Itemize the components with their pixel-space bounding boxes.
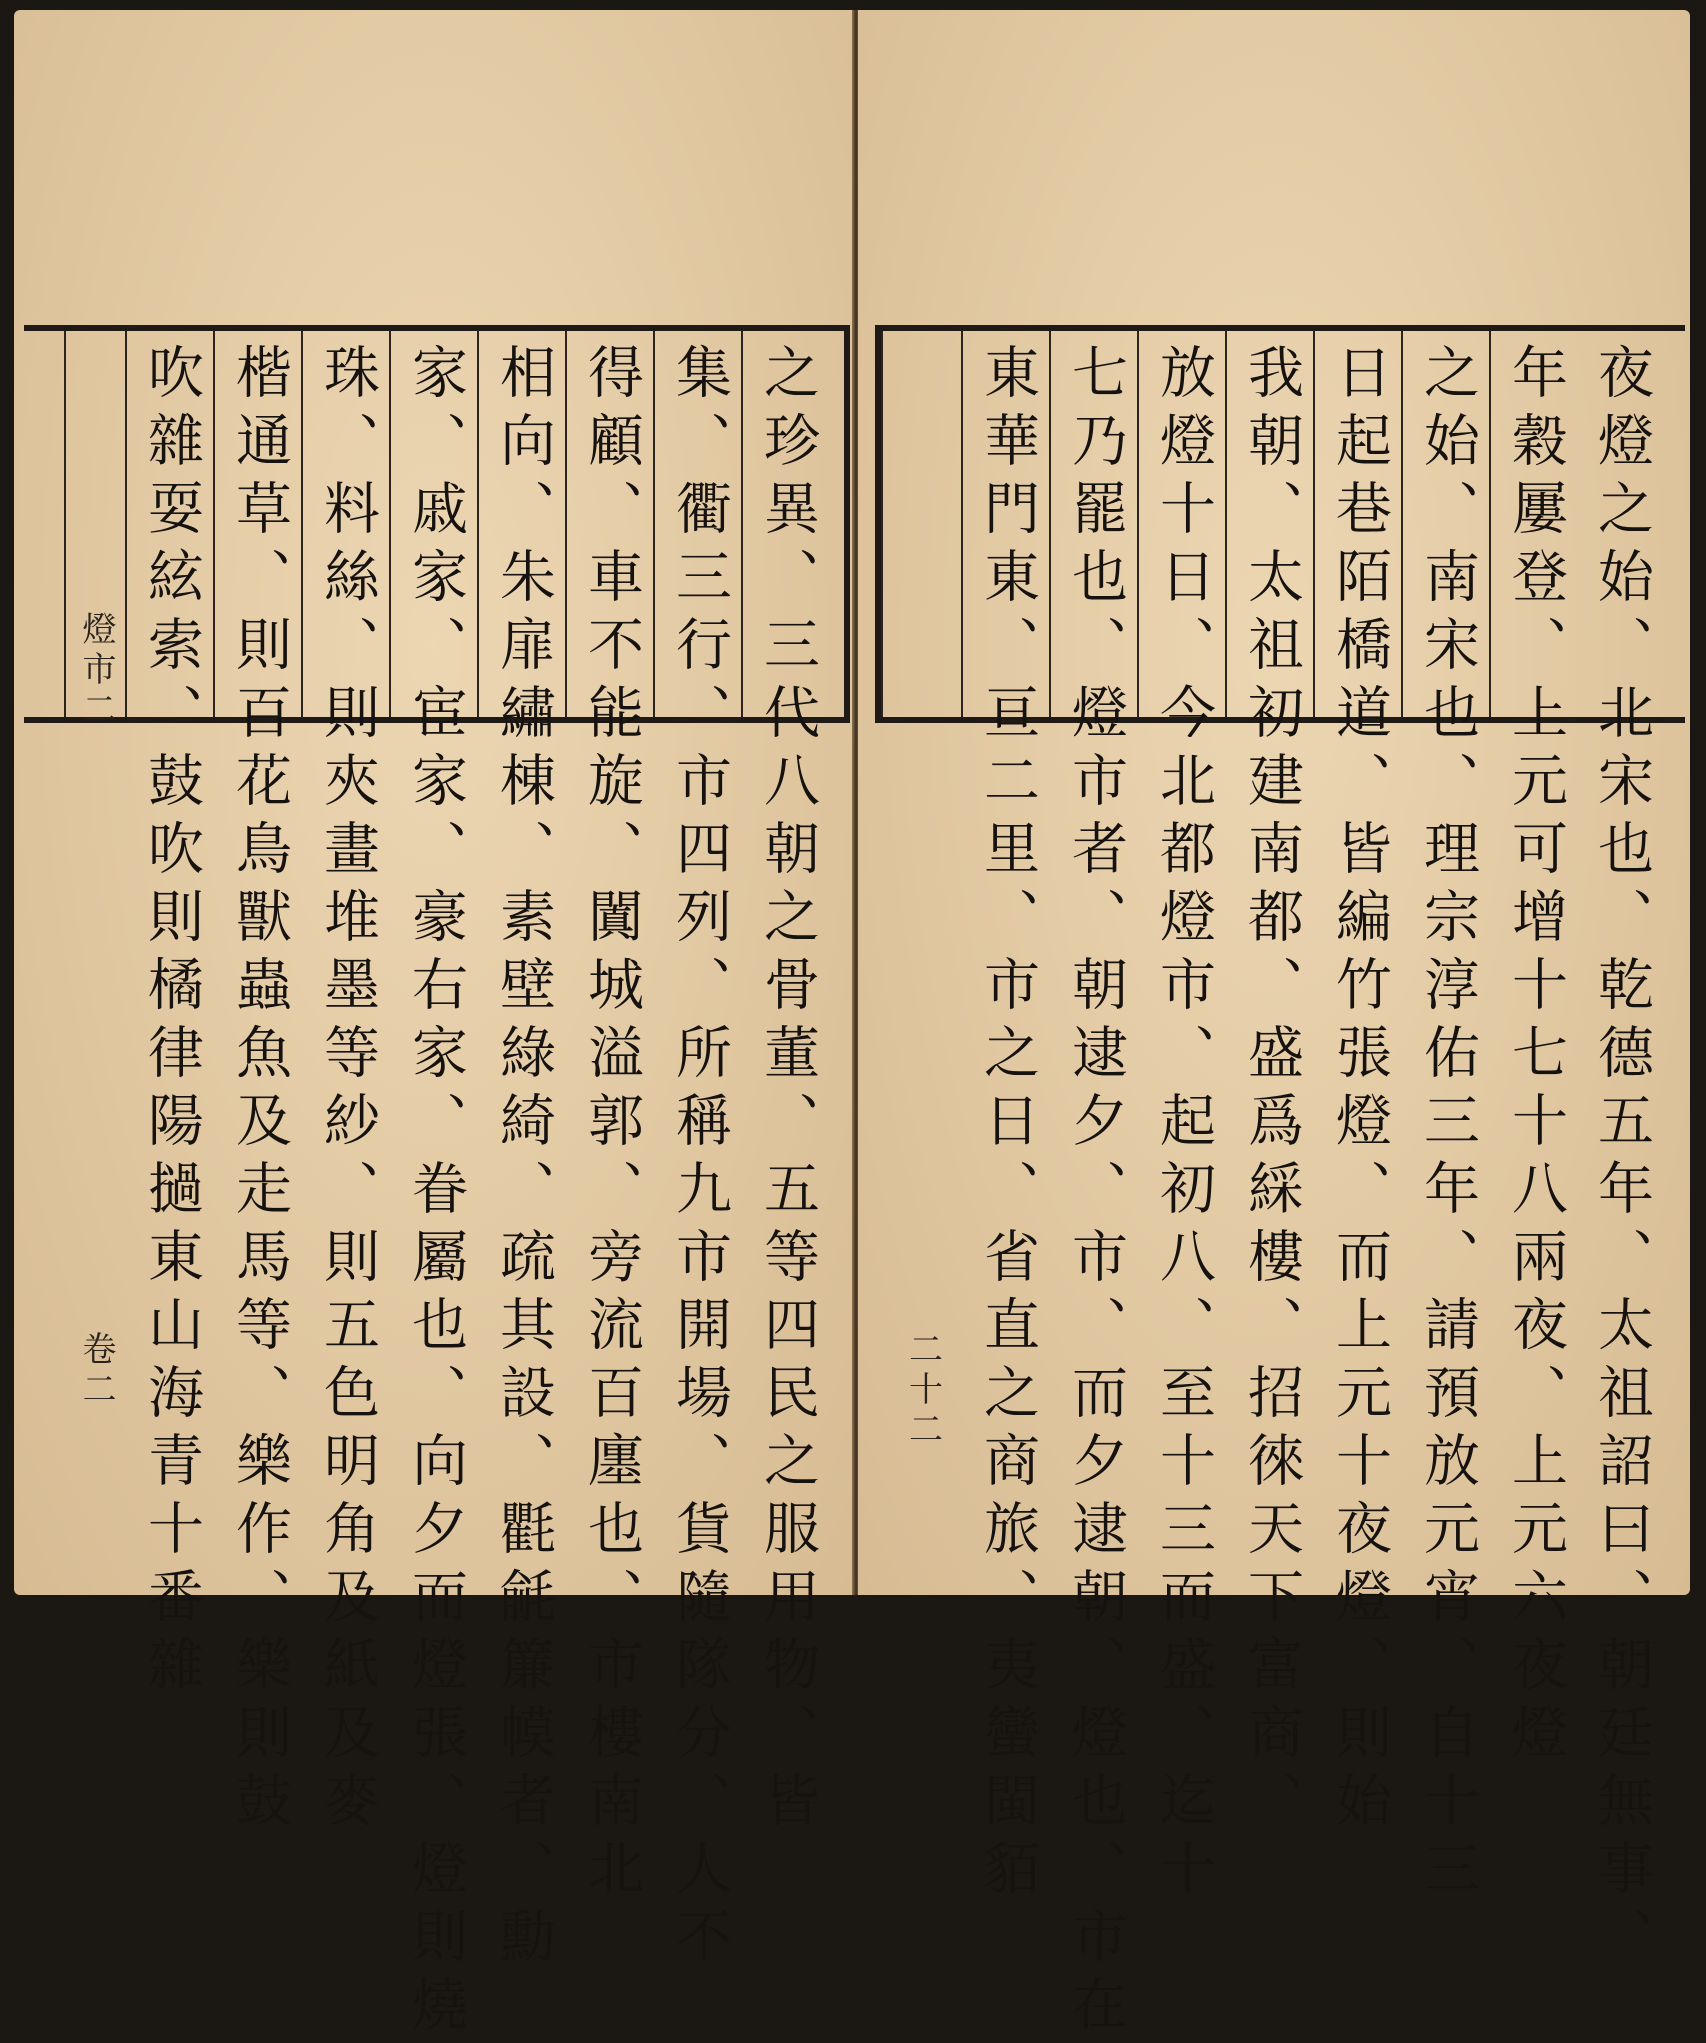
right-column-4: [1313, 331, 1403, 1839]
right-column-1: [1577, 331, 1665, 1975]
left-margin-column: [64, 331, 127, 1411]
right-column-8: [961, 331, 1051, 1907]
left-column-text: 家、戚家、宦家、豪右家、眷屬也、向夕而燈張、燈則燒: [403, 343, 468, 2043]
left-column-text: 之珍異、三代八朝之骨董、五等四民之服用物、皆: [755, 343, 820, 1839]
right-column-text: 夜燈之始、北宋也、乾德五年、太祖詔曰、朝廷無事、: [1589, 343, 1654, 1975]
left-column-text: 集、衢三行、市四列、所稱九市開場、貨隨隊分、人不: [667, 343, 732, 1975]
margin-volume: 卷二: [76, 1331, 116, 1411]
page-number: 二十二: [902, 1331, 943, 1451]
right-text-frame: [875, 325, 1685, 2043]
left-column-text: 珠、料絲、則夾畫堆墨等紗、則五色明角及紙及麥: [315, 343, 380, 1839]
left-column-1: [741, 331, 831, 1839]
right-column-7: [1049, 331, 1139, 2043]
right-column-2: [1489, 331, 1579, 1771]
left-column-text: 楷通草、則百花鳥獸蟲魚及走馬等、樂作、樂則鼓: [227, 343, 292, 1839]
left-text-frame: [24, 325, 850, 2043]
left-column-text: 吹雜耍絃索、鼓吹則橘律陽撾東山海青十番雜: [139, 343, 204, 1703]
left-column-text: 相向、朱扉繡棟、素壁綠綺、疏其設、氍毹簾幙者、勳: [491, 343, 556, 1975]
left-column-5: [389, 331, 479, 2043]
left-column-6: [301, 331, 391, 1839]
margin-title: 燈市二: [76, 611, 116, 731]
left-column-8: [125, 331, 215, 1703]
right-column-text: 七乃罷也、燈市者、朝逮夕、市、而夕逮朝、燈也、市在: [1063, 343, 1128, 2043]
right-margin-column: [881, 331, 963, 1451]
left-column-7: [213, 331, 303, 1839]
right-column-3: [1401, 331, 1491, 1907]
left-column-3: [565, 331, 655, 1907]
left-column-4: [477, 331, 567, 1975]
left-column-text: 得顧、車不能旋、闐城溢郭、旁流百廛也、市樓南北: [579, 343, 644, 1907]
right-column-text: 放燈十日、今北都燈市、起初八、至十三而盛、迄十: [1151, 343, 1216, 1907]
left-column-2: [653, 331, 743, 1975]
right-column-6: [1137, 331, 1227, 1907]
right-page: [858, 10, 1690, 2043]
right-column-text: 我朝、太祖初建南都、盛爲綵樓、招徠天下富商、: [1239, 343, 1304, 1839]
right-column-text: 之始、南宋也、理宗淳佑三年、請預放元宵、自十三: [1415, 343, 1480, 1907]
right-column-text: 日起巷陌橋道、皆編竹張燈、而上元十夜燈、則始: [1327, 343, 1392, 1839]
right-column-text: 年穀屢登、上元可增十七十八兩夜、上元六夜燈: [1503, 343, 1568, 1771]
left-page: [14, 10, 854, 2043]
right-column-5: [1225, 331, 1315, 1839]
right-column-text: 東華門東、亘二里、市之日、省直之商旅、夷蠻閩貊: [975, 343, 1040, 1907]
